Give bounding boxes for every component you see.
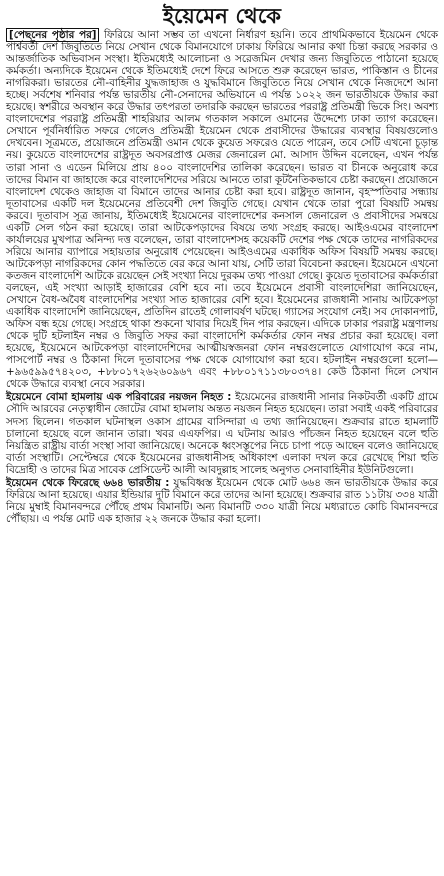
paragraph-3-body: যুদ্ধবিধ্বস্ত ইয়েমেন থেকে মোট ৬৬৪ জন ভারতীয়কে উদ্ধার করে ফিরিয়ে আনা হয়েছে। এয়ার ইন্ডিয়ার দুটি বিমানে করে তাদের আনা হয়েছে। শুক্রবার রাত ১১টায় ৩৩৪ যাত্রী নিয়ে মুম্বাই বিমানবন্দরে পৌঁছে প্রথম বিমানটি। অন্য বিমানটি ৩৩০ যাত্রী নিয়ে মধ্যরাতে কোচি বিমানবন্দরে পৌঁছায়। এ পর্যন্ত মোট এক হাজার ২২ জনকে উদ্ধার করা হলো। xyxy=(6,476,438,525)
article-paragraph-2 xyxy=(6,391,438,475)
continued-from-label: [পেছনের পৃষ্ঠার পর] xyxy=(6,28,99,42)
subheading-indians-returned: ইয়েমেন থেকে ফিরেছে ৬৬৪ ভারতীয় : xyxy=(6,476,170,489)
article-headline: ইয়েমেন থেকে xyxy=(162,4,282,28)
subheading-bomb-attack: ইয়েমেনে বোমা হামলায় এক পরিবারের নয়জন নিহত : xyxy=(6,391,232,404)
article-paragraph-3 xyxy=(6,477,438,525)
paragraph-2-body: ইয়েমেনের রাজধানী সানার নিকটবর্তী একটি গ্রামে সৌদি আরবের নেতৃত্বাধীন জোটের বোমা হামলায় অন্তত নয়জন নিহত হয়েছেন। তারা সবাই একই পরিবারের সদস্য ছিলেন। গতকাল ঘটনাস্থল ওকাস গ্রামের বাসিন্দারা এ তথ্য জানিয়েছেন। শুক্রবার রাতে হামলাটি চালানো হয়েছে বলে জানান তারা। খবর এএফপির। এ ঘটনায় আরও পাঁচজন নিহত হয়েছেন বলে হুতি নিয়ন্ত্রিত রাষ্ট্রীয় বার্তা সংস্থা সাবা জানিয়েছে। অনেকে ধ্বংসস্তূপের নিচে চাপা পড়ে আছেন বলেও জানিয়েছে বার্তা সংস্থাটি। সেপ্টেম্বরে থেকে ইয়েমেনের রাজধানীসহ অধিকাংশ এলাকা দখল করে রেখেছে শিয়া হুতি বিদ্রোহী ও তাদের মিত্র সাবেক প্রেসিডেন্ট আলী আবদুল্লাহ সালেহ অনুগত সেনাবাহিনীর ইউনিটগুলো। xyxy=(6,391,438,476)
article-paragraph-1 xyxy=(6,29,438,390)
paragraph-1-body: ফিরিয়ে আনা সম্ভব তা এখনো নির্ধারণ হয়নি। তবে প্রাথমিকভাবে ইয়েমেন থেকে পার্শ্ববর্তী দেশ জিবুতিতে নিয়ে সেখান থেকে বিমানযোগে ঢাকায় ফিরিয়ে আনার কথা চিন্তা করছে সরকার ও আন্তর্জাতিক অভিবাসন সংস্থা। ইতিমধ্যেই আলোচনা ও সরেজমিন দেখার জন্য জিবুতিতে পাঠানো হয়েছে কর্মকর্তা। অন্যদিকে ইয়েমেন থেকে ইতিমধ্যেই দেশে ফিরে আসতে শুরু করেছেন ভারত, পাকিস্তান ও চীনের নাগরিকরা। ভারতের নৌ-বাহিনীর যুদ্ধজাহাজ ও যুদ্ধবিমানে জিবুতিতে নিয়ে সেখান থেকে নিজদেশে আনা হচ্ছে। সর্বশেষ শনিবার পর্যন্ত ভারতীয় নৌ-সেনাদের অভিযানে এ পর্যন্ত ১০২২ জন ভারতীয়কে উদ্ধার করা হয়েছে। স্বশরীরে অবস্থান করে উদ্ধার তৎপরতা তদারকি করছেন ভারতের পররাষ্ট্র প্রতিমন্ত্রী ভিকে সিং। অবশ্য বাংলাদেশের পররাষ্ট্র প্রতিমন্ত্রী শাহরিয়ার আলম গতকাল সকালে ওমানের উদ্দেশ্যে ঢাকা ত্যাগ করেছেন। সেখানে পূর্বনির্ধারিত সফরে গেলেও প্রতিমন্ত্রী ইয়েমেন থেকে প্রবাসীদের উদ্ধারের ব্যবস্থার বিষয়গুলোও দেখবেন। সূত্রমতে, প্রয়োজনে প্রতিমন্ত্রী ওমান থেকে কুয়েত সফরেও যেতে পারেন, তবে সেটি এখনো চূড়ান্ত নয়। কুয়েতে বাংলাদেশের রাষ্ট্রদূত অবসরপ্রাপ্ত মেজর জেনারেল মো. আসাদ উদ্দিন বলেছেন, এখন পর্যন্ত তারা সানা ও এডেন মিলিয়ে প্রায় ৪০০ বাংলাদেশির তালিকা করেছেন। ভারত বা চীনকে অনুরোধ করে তাদের বিমান বা জাহাজে করে বাংলাদেশিদের সরিয়ে আনতে তারা কূটনৈতিকভাবে চেষ্টা করছেন। প্রয়োজনে বাংলাদেশ থেকেও জাহাজ বা বিমানে তাদের আনার চেষ্টা করা হবে। রাষ্ট্রদূত জানান, বৃহস্পতিবার সন্ধ্যায় দূতাবাসের একটি দল ইয়েমেনের প্রতিবেশী দেশ জিবুতি গেছে। যেখান থেকে তারা পুরো বিষয়টি সমন্বয় করবে। দূতাবাস সূত্র জানায়, ইতিমধ্যেই ইয়েমেনের বাংলাদেশের কনসাল জেনারেল ও প্রবাসীদের সমন্বয়ে একটি সেল গঠন করা হয়েছে। তারা আটকেপড়াদের বিষয়ে তথ্য সংগ্রহ করছে। আইওএমের বাংলাদেশ কার্যালয়ের মুখপাত্র অনিন্দ্য দত্ত বলেছেন, তারা বাংলাদেশসহ কয়েকটি দেশের পক্ষ থেকে তাদের নাগরিকদের সরিয়ে আনার ব্যাপারে সহায়তার অনুরোধ পেয়েছেন। আইওএমের একাধিক অফিস বিষয়টি সমন্বয় করছে। আটকেপড়া নাগরিকদের কোন পদ্ধতিতে বের করে আনা যায়, সেটি তারা বিবেচনা করছেন। ইয়েমেনে এখনো কতজন বাংলাদেশি আটকে রয়েছেন সেই সংখ্যা নিয়ে দুরকম তথ্য পাওয়া গেছে। কুয়েত দূতাবাসের কর্মকর্তারা বলছেন, এই সংখ্যা আড়াই হাজারের বেশি হবে না। তবে ইয়েমেনে প্রবাসী বাংলাদেশিরা জানিয়েছেন, সেখানে বৈধ-অবৈধ বাংলাদেশির সংখ্যা সাত হাজারের বেশি হবে। ইয়েমেনের রাজধানী সানায় আটকেপড়া একাধিক বাংলাদেশি জানিয়েছেন, প্রতিদিন রাতেই গোলাবর্ষণ ঘটছে। গ্যাসের সংযোগ নেই। সব দোকানপাট, অফিস বন্ধ হয়ে গেছে। সংগ্রহে থাকা শুকনো খাবার দিয়েই দিন পার করছেন। এদিকে ঢাকার পররাষ্ট্র মন্ত্রণালয় থেকে দুটি হটলাইন নম্বর ও জিবুতি সফর করা বাংলাদেশি কর্মকর্তার ফোন নম্বর প্রচার করা হয়েছে। বলা হয়েছে, ইয়েমেনে আটকেপড়া বাংলাদেশিদের আত্মীয়স্বজনরা ফোন নম্বরগুলোতে যোগাযোগ করে নাম, পাসপোর্ট নম্বর ও ঠিকানা দিলে দূতাবাসের পক্ষ থেকে যোগাযোগ করা হবে। হটলাইন নম্বরগুলো হলো— +৯৬৫৯৯৫৭৪২০৩, +৮৮০১৭২৬২৬০৯৬৭ এবং +৮৮০১৭১১৩৮০৩৭৪। কেউ ঠিকানা দিলে সেখান থেকে উদ্ধারে ব্যবস্থা নেবে সরকার। xyxy=(6,29,438,391)
